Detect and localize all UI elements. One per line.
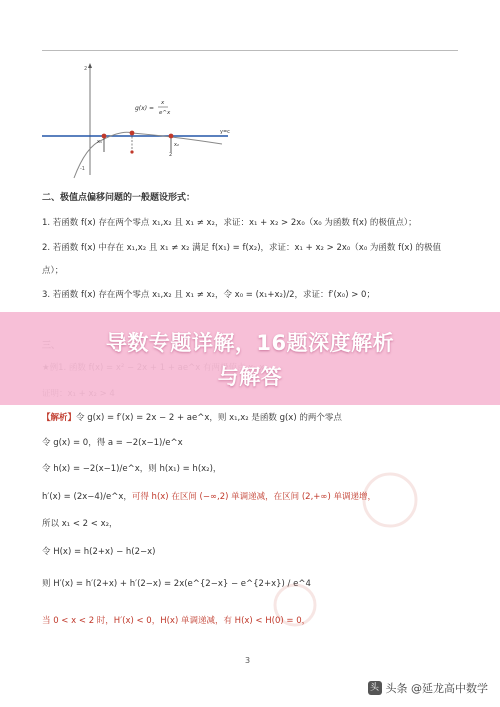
item-2-cont: 点）； <box>42 266 64 276</box>
section-title: 二、极值点偏移问题的一般题设形式： <box>42 193 196 203</box>
tick-dot <box>130 150 133 153</box>
item-3: 3. 若函数 f(x) 存在两个零点 x₁,x₂ 且 x₁ ≠ x₂，令 x₀ = (x₁+x₂)/2，求证：f′(x₀) > 0； <box>42 290 375 300</box>
item-1: 1. 若函数 f(x) 存在两个零点 x₁,x₂ 且 x₁ ≠ x₂，求证：x₁ + x₂ > 2x₀（x₀ 为函数 f(x) 的极值点）； <box>42 218 417 228</box>
func-num: x <box>161 100 165 106</box>
solution-line-1 <box>42 412 342 424</box>
solution-line-2: 令 g(x) = 0，得 a = −2(x−1)/e^x <box>42 438 183 448</box>
solution-line-3: 令 h(x) = −2(x−1)/e^x，则 h(x₁) = h(x₂)， <box>42 464 222 474</box>
func-lhs: g(x) = <box>135 105 154 112</box>
point-max <box>130 131 135 136</box>
top-rule <box>42 50 458 51</box>
point-x2 <box>169 134 174 139</box>
solution-line-4 <box>42 491 376 503</box>
solution-tag: 【解析】 <box>42 413 77 423</box>
solution-text-1: 令 g(x) = f′(x) = 2x − 2 + ae^x，则 x₁,x₂ 是函数 g(x) 的两个零点 <box>76 413 342 423</box>
page-number: 3 <box>245 656 251 665</box>
credit-text: 头条 @延龙高中数学 <box>385 682 488 695</box>
toutiao-logo-icon: 头 <box>368 681 382 695</box>
solution-line-7: 则 H′(x) = h′(2+x) + h′(2−x) = 2x(e^{2−x} − e^{2+x}) / e^4 <box>42 579 311 589</box>
point-x1 <box>102 134 107 139</box>
function-graph <box>40 60 230 180</box>
func-den: e^x <box>159 110 171 116</box>
h-derivative: h′(x) = (2x−4)/e^x， <box>42 492 132 502</box>
line-label: y=c <box>220 129 230 135</box>
source-credit <box>368 680 489 696</box>
x1-label: x₁ <box>97 139 102 145</box>
solution-text-8: 当 0 < x < 2 时，H′(x) < 0，H(x) 单调递减，有 H(x) < H(0) = 0， <box>42 616 311 626</box>
ytick-top: 2 <box>84 66 88 72</box>
y-axis-arrow <box>88 63 92 68</box>
solution-line-6: 令 H(x) = h(2+x) − h(2−x) <box>42 547 156 557</box>
monotonic-note: 可得 h(x) 在区间 (−∞,2) 单调递减，在区间 (2,+∞) 单调递增， <box>131 492 377 502</box>
solution-line-5: 所以 x₁ < 2 < x₂， <box>42 519 118 529</box>
banner-title-line-2: 与解答 <box>217 365 283 389</box>
xtick2-label: 2 <box>169 152 173 158</box>
solution-line-8 <box>42 615 310 627</box>
banner-title-line-1: 导数专题详解，16题深度解析 <box>105 331 395 355</box>
x2-label: x₂ <box>174 142 179 148</box>
ytick-bot: -1 <box>80 166 85 172</box>
title-banner <box>0 312 500 405</box>
item-2: 2. 若函数 f(x) 中存在 x₁,x₂ 且 x₁ ≠ x₂ 满足 f(x₁) = f(x₂)，求证：x₁ + x₂ > 2x₀（x₀ 为函数 f(x) 的极值 <box>42 243 441 253</box>
